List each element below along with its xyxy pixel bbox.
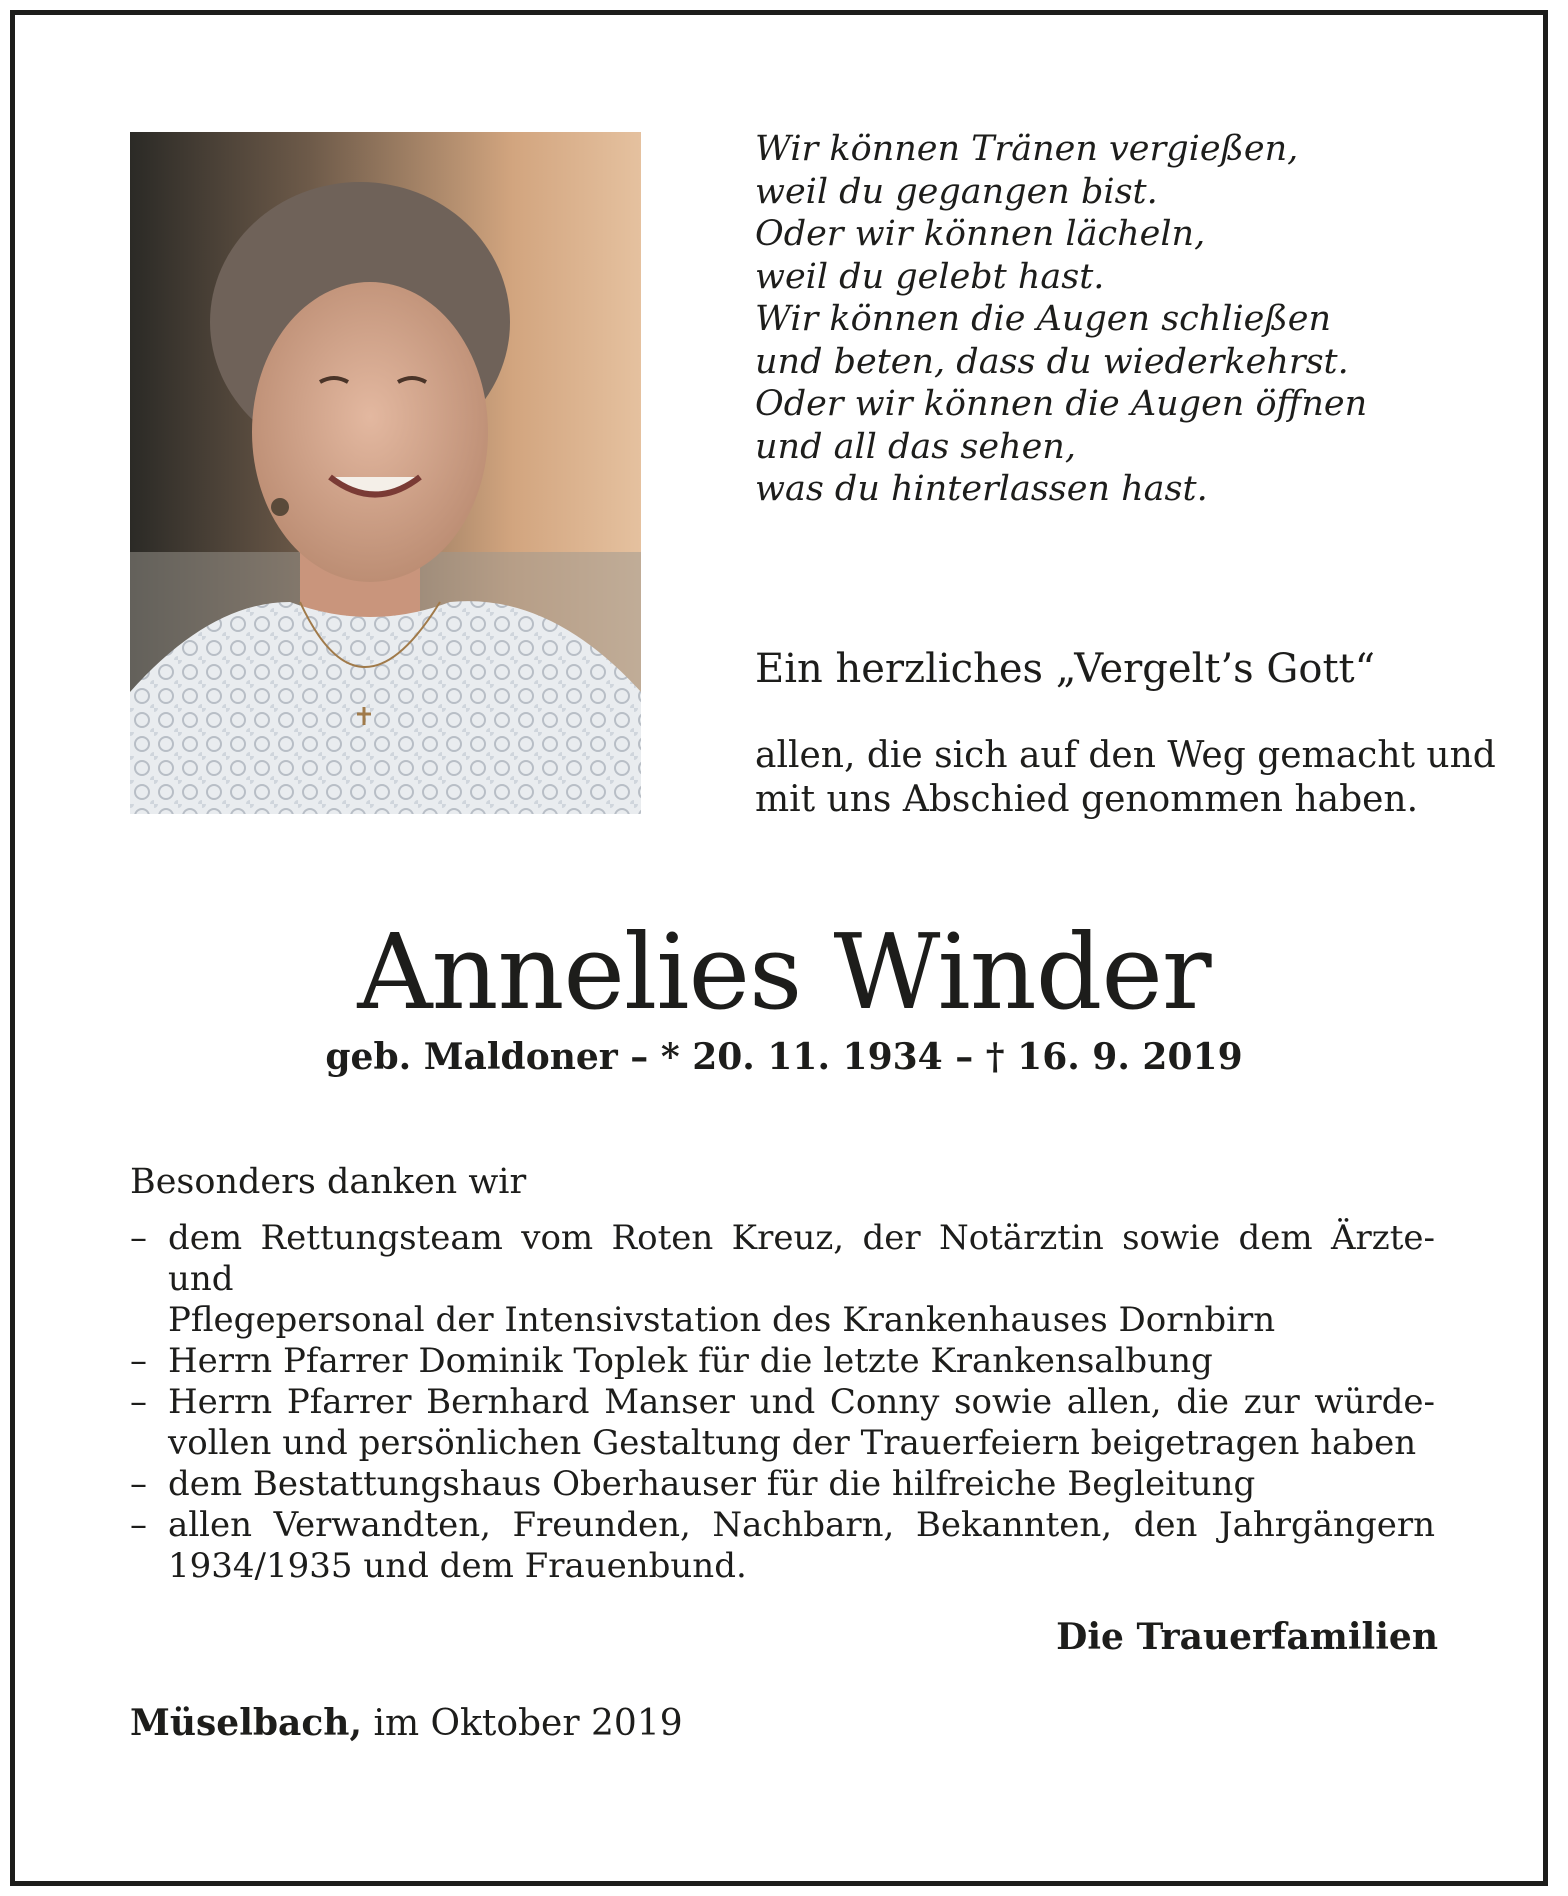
dash-bullet: – xyxy=(130,1464,147,1504)
birth-death-dates: geb. Maldoner – * 20. 11. 1934 – † 16. 9. 2019 xyxy=(325,1036,1243,1078)
place-date: im Oktober 2019 xyxy=(373,1703,683,1744)
poem-line: und all das sehen, xyxy=(755,426,1076,467)
dash-bullet: – xyxy=(130,1341,147,1381)
place-and-date xyxy=(130,1702,683,1744)
poem-line: Oder wir können lächeln, xyxy=(755,214,1206,254)
poem-line: Wir können Tränen vergießen, xyxy=(755,129,1299,169)
poem-line: was du hinterlassen hast. xyxy=(755,469,1208,509)
poem-line: Wir können die Augen schließen xyxy=(755,299,1332,339)
gratitude-list xyxy=(130,1218,1435,1587)
list-item-line: Herrn Pfarrer Dominik Toplek für die letzte Krankensalbung xyxy=(168,1341,1213,1381)
list-item xyxy=(130,1382,1435,1464)
list-item-line: 1934/1935 und dem Frauenbund. xyxy=(168,1546,747,1586)
list-item-line: vollen und persönlichen Gestaltung der Trauerfeiern beigetragen haben xyxy=(168,1423,1417,1463)
list-item-line: dem Rettungsteam vom Roten Kreuz, der Notärztin sowie dem Ärzte- und xyxy=(168,1218,1435,1299)
poem-line: Oder wir können die Augen öffnen xyxy=(755,384,1368,424)
gratitude-intro: Besonders danken wir xyxy=(130,1162,527,1202)
place-town: Müselbach, xyxy=(130,1702,362,1744)
list-item-line: Pflegepersonal der Intensivstation des Krankenhauses Dornbirn xyxy=(168,1300,1276,1340)
poem-line: weil du gelebt hast. xyxy=(755,256,1105,297)
dash-bullet: – xyxy=(130,1382,147,1422)
poem-line: und beten, dass du wiederkehrst. xyxy=(755,341,1349,382)
list-item-line: Herrn Pfarrer Bernhard Manser und Conny sowie allen, die zur würde- xyxy=(168,1382,1435,1422)
thanks-line: mit uns Abschied genommen haben. xyxy=(755,779,1419,820)
list-item-line: dem Bestattungshaus Oberhauser für die hilfreiche Begleitung xyxy=(168,1464,1256,1504)
deceased-name: Annelies Winder xyxy=(357,911,1211,1033)
list-item xyxy=(130,1218,1435,1341)
dash-bullet: – xyxy=(130,1218,147,1258)
signature: Die Trauerfamilien xyxy=(1056,1616,1438,1658)
portrait-photo xyxy=(130,132,641,814)
thanks-line: allen, die sich auf den Weg gemacht und xyxy=(755,735,1496,776)
list-item xyxy=(130,1464,1435,1505)
list-item xyxy=(130,1341,1435,1382)
thanks-heading: Ein herzliches „Vergelt’s Gott“ xyxy=(755,646,1376,692)
dash-bullet: – xyxy=(130,1505,147,1545)
list-item-line: allen Verwandten, Freunden, Nachbarn, Bekannten, den Jahrgängern xyxy=(168,1505,1435,1545)
list-item xyxy=(130,1505,1435,1587)
poem xyxy=(755,128,1455,511)
thanks-text xyxy=(755,734,1496,822)
poem-line: weil du gegangen bist. xyxy=(755,171,1158,212)
